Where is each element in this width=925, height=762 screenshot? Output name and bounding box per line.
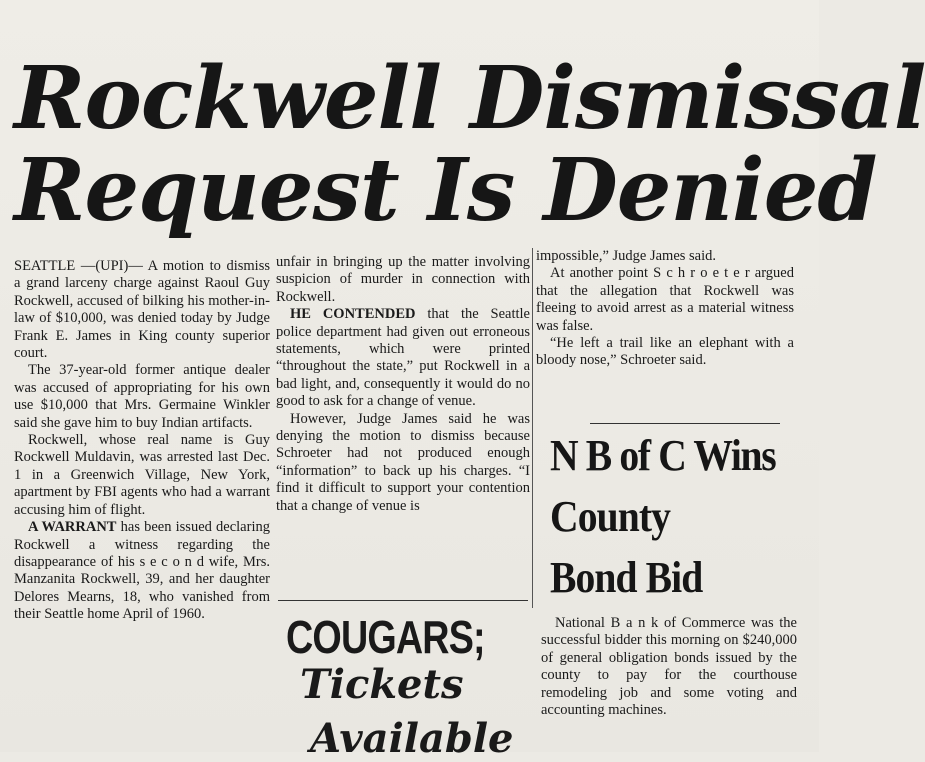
paragraph — [14, 362, 270, 432]
paragraph — [276, 411, 530, 515]
paragraph-lead: A WARRANT — [28, 519, 117, 536]
paragraph — [536, 248, 794, 265]
paragraph — [536, 265, 794, 335]
paragraph-text: impossible,” Judge James said. — [536, 248, 717, 264]
article-column-3 — [536, 248, 794, 370]
paragraph — [276, 306, 530, 410]
paragraph-text: However, Judge James said he was denying the motion to dismiss because Schroeter had not produced enough “information” to back up his charges. “I find it difficult to support your contention that a change of venue is — [276, 410, 530, 514]
side-story-headline-line-2: County — [550, 492, 671, 541]
side-story-column — [541, 615, 797, 719]
promo-subheadline-2: Available — [310, 715, 514, 762]
column-divider — [532, 248, 533, 608]
promo-headline: COUGARS; — [286, 611, 485, 663]
headline-line-2: Request Is Denied — [14, 140, 877, 241]
paragraph-text: has been issued declaring Rockwell a witness regarding the disappearance of his s e c o n d wife, Mrs. Manzanita Rockwell, 39, and her daughter Delores Mearns, 18, who vanished from their Seattle home April of 1960. — [14, 519, 270, 623]
paragraph-lead: HE CONTENDED — [290, 306, 416, 323]
section-divider — [278, 600, 528, 601]
paragraph-text: that the Seattle police department had given out erroneous statements, which were printed “throughout the state,” put Rockwell in a bad light, and, consequently it would do no good to ask for a change of venue. — [276, 306, 530, 410]
paragraph-text: At another point S c h r o e t e r argued that the allegation that Rockwell was fleeing to avoid arrest as a material witness was false. — [536, 265, 794, 334]
article-column-2 — [276, 254, 530, 515]
paragraph — [14, 432, 270, 519]
article-column-1 — [14, 258, 270, 624]
paragraph-text: “He left a trail like an elephant with a bloody nose,” Schroeter said. — [536, 335, 794, 369]
paragraph — [14, 258, 270, 362]
side-story-body: National B a n k of Commerce was the successful bidder this morning on $240,000 of general obligation bonds issued by the county to pay for the courthouse remodeling job and some voting and accounting machines. — [541, 615, 797, 719]
paragraph-text: SEATTLE —(UPI)— A motion to dismiss a grand larceny charge against Raoul Guy Rockwell, accused of bilking his mother-in-law of $10,000, was denied today by Judge Frank E. James in King county superior court. — [14, 258, 270, 362]
paragraph — [536, 335, 794, 370]
section-divider — [590, 423, 780, 424]
paragraph — [14, 519, 270, 623]
headline-line-1: Rockwell Dismissal — [14, 48, 925, 149]
paragraph — [276, 254, 530, 306]
paragraph-text: The 37-year-old former antique dealer was accused of appropriating for his own use $10,000 that Mrs. Germaine Winkler said she gave him to buy Indian artifacts. — [14, 362, 270, 431]
paragraph-text: unfair in bringing up the matter involving suspicion of murder in connection with Rockwell. — [276, 254, 530, 305]
side-story-headline-line-3: Bond Bid — [550, 553, 703, 602]
paragraph-text: Rockwell, whose real name is Guy Rockwell Muldavin, was arrested last Dec. 1 in a Greenwich Village, New York, apartment by FBI agents who had a warrant accusing him of flight. — [14, 432, 270, 518]
promo-subheadline: Tickets — [300, 661, 464, 708]
side-story-headline-line-1: N B of C Wins — [550, 431, 776, 480]
